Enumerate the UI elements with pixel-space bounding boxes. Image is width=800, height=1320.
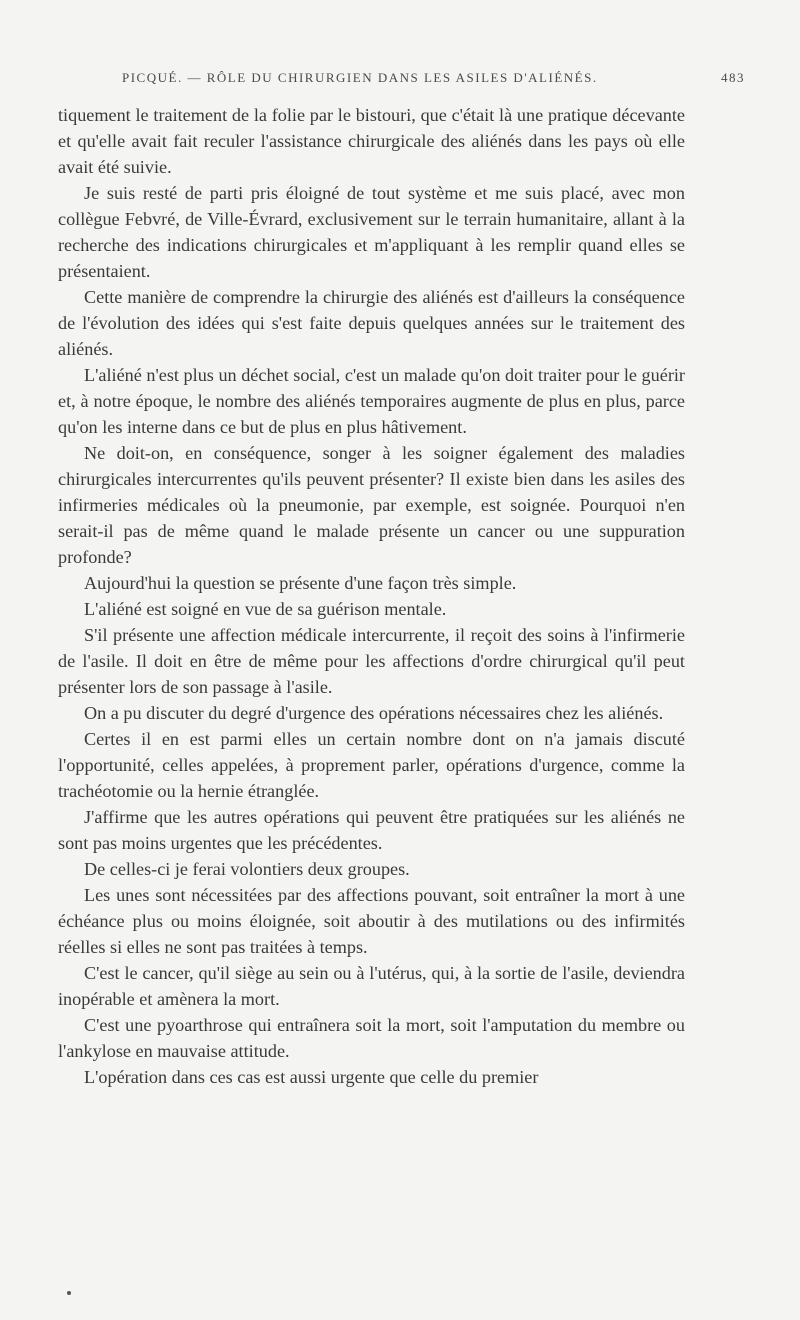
paragraph: Les unes sont nécessitées par des affections pouvant, soit entraîner la mort à une échéance plus ou moins éloignée, soit aboutir à des mutilations ou des infirmités réelles si elles ne sont pas traitées à temps. — [58, 885, 685, 957]
paragraph: tiquement le traitement de la folie par le bistouri, que c'était là une pratique décevante et qu'elle avait fait reculer l'assistance chirurgicale des aliénés dans les pays où elle avait été suivie. — [58, 105, 685, 177]
page-number: 483 — [721, 70, 745, 85]
body-text — [58, 102, 685, 1090]
ink-speck — [67, 1291, 71, 1295]
paragraph: De celles-ci je ferai volontiers deux groupes. — [84, 859, 410, 879]
running-head — [60, 70, 745, 90]
paragraph: L'aliéné est soigné en vue de sa guérison mentale. — [84, 599, 447, 619]
paragraph: Je suis resté de parti pris éloigné de tout système et me suis placé, avec mon collègue Febvré, de Ville-Évrard, exclusivement sur le terrain humanitaire, allant à la recherche des indications chirurgicales et m'appliquant à les remplir quand elles se présentaient. — [58, 183, 685, 281]
paragraph: On a pu discuter du degré d'urgence des opérations nécessaires chez les aliénés. — [84, 703, 664, 723]
paragraph: Ne doit-on, en conséquence, songer à les soigner également des maladies chirurgicales intercurrentes qu'ils peuvent présenter? Il existe bien dans les asiles des infirmeries médicales où la pneumonie, par exemple, est soignée. Pourquoi n'en serait-il pas de même quand le malade présente un cancer ou une suppuration profonde? — [58, 443, 685, 567]
paragraph: Aujourd'hui la question se présente d'une façon très simple. — [84, 573, 517, 593]
paragraph: J'affirme que les autres opérations qui peuvent être pratiquées sur les aliénés ne sont pas moins urgentes que les précédentes. — [58, 807, 685, 853]
running-head-title: PICQUÉ. — RÔLE DU CHIRURGIEN DANS LES ASILES D'ALIÉNÉS. — [122, 70, 598, 85]
paragraph: C'est le cancer, qu'il siège au sein ou à l'utérus, qui, à la sortie de l'asile, deviendra inopérable et amènera la mort. — [58, 963, 685, 1009]
paragraph: Cette manière de comprendre la chirurgie des aliénés est d'ailleurs la conséquence de l'évolution des idées qui s'est faite depuis quelques années sur le traitement des aliénés. — [58, 287, 685, 359]
paragraph: L'aliéné n'est plus un déchet social, c'est un malade qu'on doit traiter pour le guérir et, à notre époque, le nombre des aliénés temporaires augmente de plus en plus, parce qu'on les interne dans ce but de plus en plus hâtivement. — [58, 365, 685, 437]
paragraph: C'est une pyoarthrose qui entraînera soit la mort, soit l'amputation du membre ou l'ankylose en mauvaise attitude. — [58, 1015, 685, 1061]
paragraph: L'opération dans ces cas est aussi urgente que celle du premier — [84, 1067, 539, 1087]
paragraph: S'il présente une affection médicale intercurrente, il reçoit des soins à l'infirmerie de l'asile. Il doit en être de même pour les affections d'ordre chirurgical qu'il peut présenter lors de son passage à l'asile. — [58, 625, 685, 697]
paragraph: Certes il en est parmi elles un certain nombre dont on n'a jamais discuté l'opportunité, celles appelées, à proprement parler, opérations d'urgence, comme la trachéotomie ou la hernie étranglée. — [58, 729, 685, 801]
